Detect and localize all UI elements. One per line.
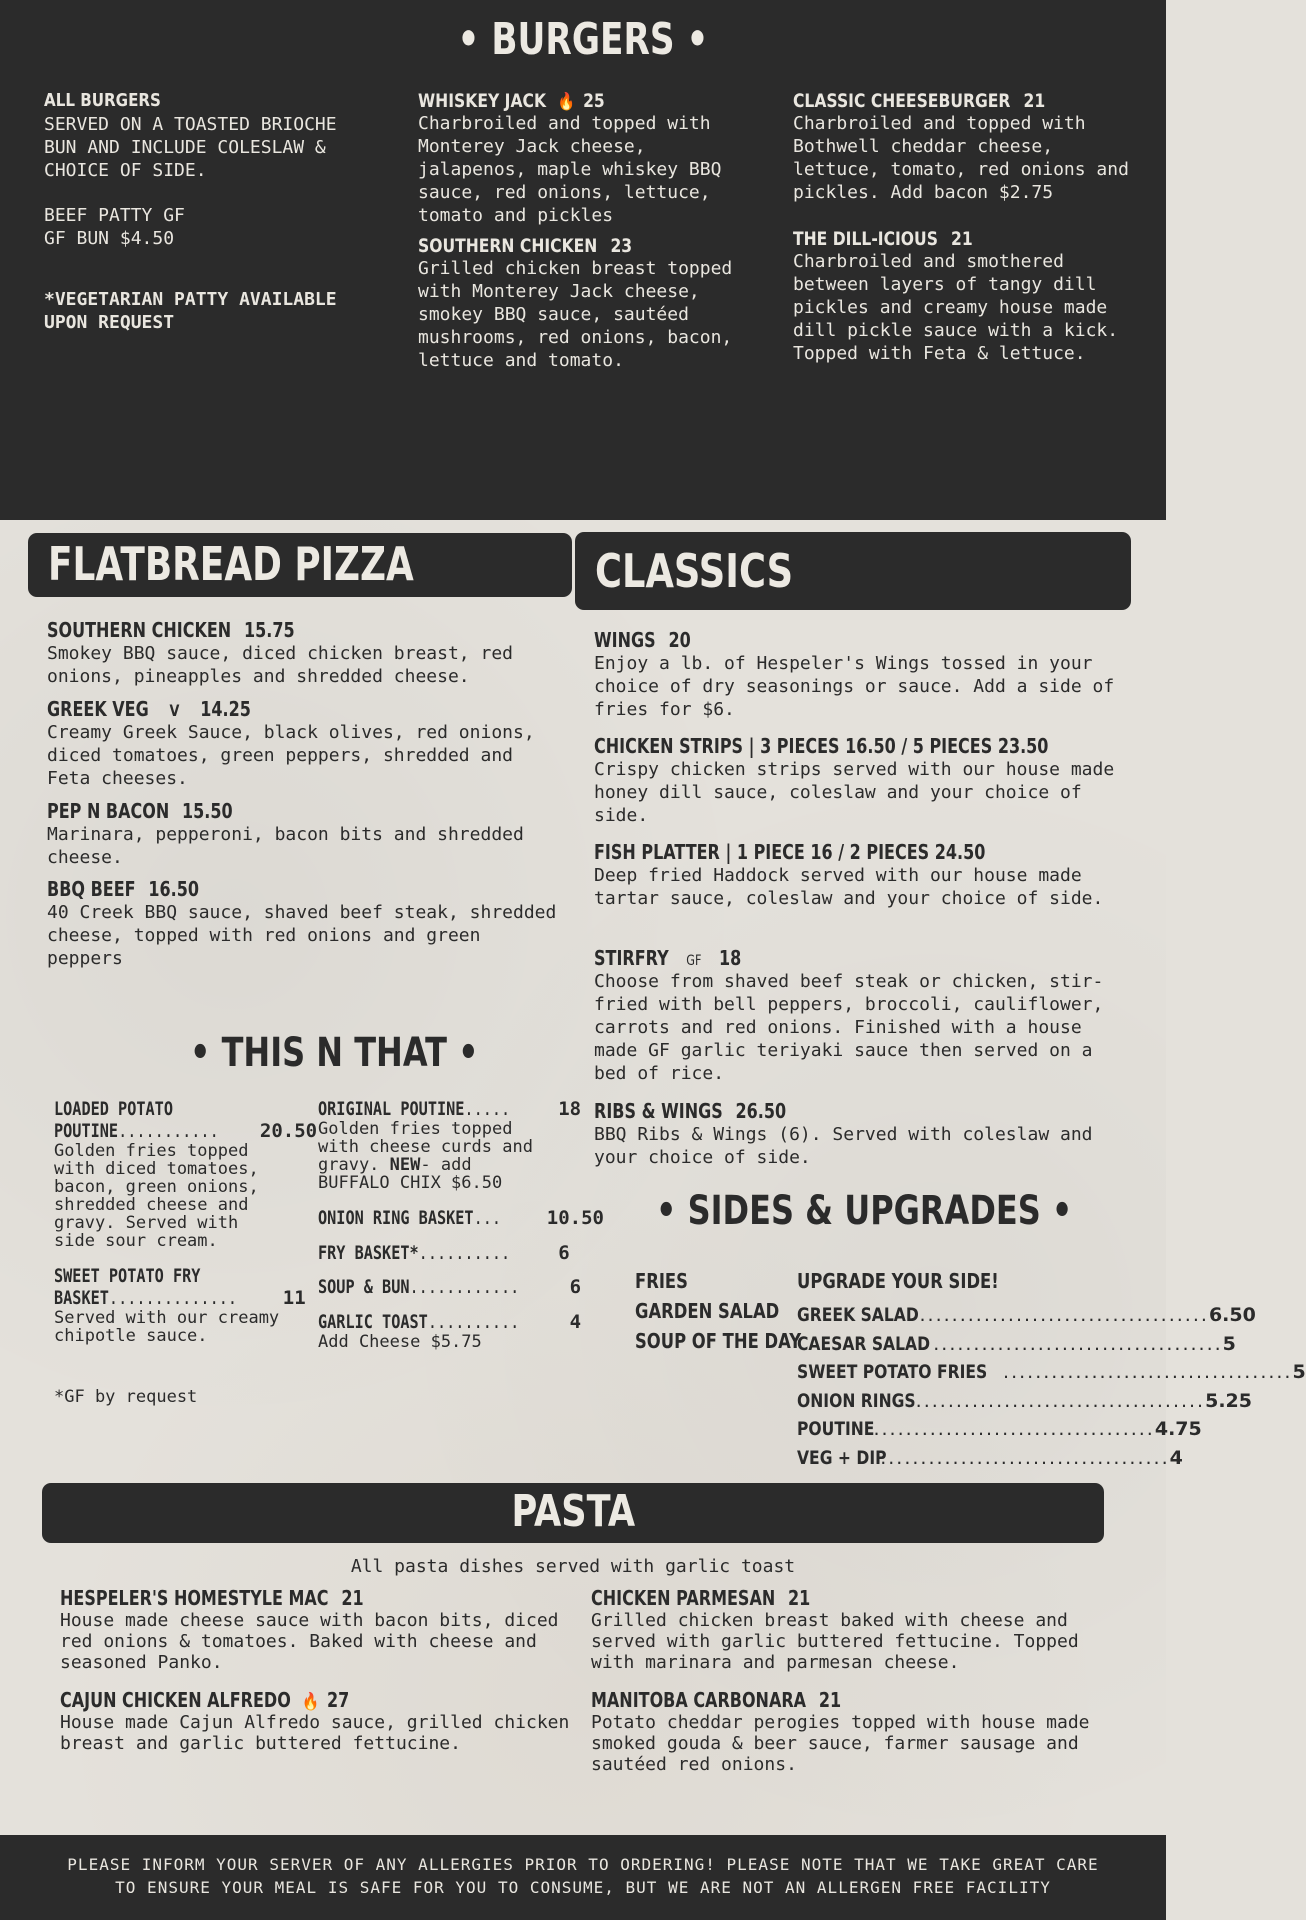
burgers-section bbox=[0, 0, 1166, 522]
tnt-price: 10.50 bbox=[546, 1207, 604, 1229]
upgrade-row: ONION RINGS .................................... 5.25 bbox=[797, 1390, 1252, 1412]
burgers-info-heading: ALL BURGERS bbox=[44, 90, 161, 111]
classics-name: STIRFRY GF 18 bbox=[594, 946, 742, 970]
classics-desc: Enjoy a lb. of Hespeler's Wings tossed in your choice of dry seasonings or sauce. Add a side of fries for $6. bbox=[594, 653, 1115, 720]
burger-item bbox=[793, 90, 1133, 204]
burger-item bbox=[418, 235, 748, 372]
flame-icon: 🔥 bbox=[557, 92, 575, 112]
burger-price: 21 bbox=[951, 228, 973, 250]
burger-name: CLASSIC CHEESEBURGER 21 bbox=[793, 90, 1046, 112]
flame-icon: 🔥 bbox=[302, 1692, 319, 1712]
pasta-banner bbox=[42, 1483, 1104, 1543]
classics-name: FISH PLATTER | 1 PIECE 16 / 2 PIECES 24.50 bbox=[594, 840, 986, 864]
pasta-item bbox=[591, 1688, 1111, 1775]
tnt-name: POUTINE........... bbox=[54, 1120, 219, 1142]
pasta-item bbox=[60, 1586, 570, 1673]
flatbread-item bbox=[47, 697, 557, 790]
flatbread-item bbox=[47, 877, 557, 970]
flatbread-banner bbox=[28, 533, 572, 597]
burger-desc: Charbroiled and smothered between layers of tangy dill pickles and creamy house made dill pickle sauce with a kick. Topped with Feta & lettuce. bbox=[793, 251, 1119, 364]
gf-tag: GF bbox=[686, 953, 702, 969]
tnt-name: LOADED POTATO bbox=[54, 1098, 173, 1120]
tnt-desc: Served with our creamy chipotle sauce. bbox=[54, 1308, 280, 1346]
pasta-name: CHICKEN PARMESAN 21 bbox=[591, 1586, 811, 1610]
tnt-item bbox=[318, 1098, 582, 1193]
classics-name: RIBS & WINGS 26.50 bbox=[594, 1099, 787, 1123]
upgrade-row: CAESAR SALAD .................................... 5 bbox=[797, 1333, 1236, 1355]
burgers-info-text: SERVED ON A TOASTED BRIOCHE BUN AND INCLUDE COLESLAW & CHOICE OF SIDE. bbox=[44, 114, 337, 181]
tnt-price: 6 bbox=[569, 1276, 582, 1298]
classics-item bbox=[594, 946, 1129, 1085]
tnt-row: FRY BASKET*.......... 6 bbox=[318, 1242, 570, 1264]
pasta-item bbox=[60, 1688, 570, 1754]
flatbread-name: SOUTHERN CHICKEN 15.75 bbox=[47, 618, 295, 642]
allergy-footer bbox=[0, 1835, 1166, 1920]
upgrade-row: POUTINE .................................... 4.75 bbox=[797, 1418, 1202, 1440]
classics-desc: Deep fried Haddock served with our house made tartar sauce, coleslaw and your choice of side. bbox=[594, 865, 1104, 909]
tnt-item bbox=[54, 1265, 306, 1346]
classics-title: CLASSICS bbox=[595, 544, 794, 598]
tnt-row: SOUP & BUN............ 6 bbox=[318, 1276, 582, 1298]
pasta-desc: Potato cheddar perogies topped with house made smoked gouda & beer sauce, farmer sausage and sautéed red onions. bbox=[591, 1712, 1090, 1775]
flatbread-name: PEP N BACON 15.50 bbox=[47, 799, 233, 823]
burger-name: WHISKEY JACK 🔥 25 bbox=[418, 90, 605, 112]
classics-item bbox=[594, 1099, 1129, 1169]
pasta-subtitle: All pasta dishes served with garlic toast bbox=[350, 1556, 796, 1577]
veg-tag: V bbox=[169, 701, 180, 720]
burger-price: 21 bbox=[1023, 90, 1046, 112]
burger-price: 25 bbox=[583, 90, 605, 112]
burgers-info bbox=[44, 90, 374, 334]
upgrade-row: GREEK SALAD .................................... 6.50 bbox=[797, 1304, 1256, 1326]
new-badge: NEW bbox=[389, 1155, 421, 1175]
flatbread-item bbox=[47, 618, 557, 688]
burger-item bbox=[793, 228, 1133, 365]
burgers-col-middle bbox=[418, 90, 748, 384]
flatbread-desc: Creamy Greek Sauce, black olives, red onions, diced tomatoes, green peppers, shredded and Feta cheeses. bbox=[47, 722, 535, 789]
classics-name: WINGS 20 bbox=[594, 628, 691, 652]
flatbread-item bbox=[47, 799, 557, 869]
tnt-name: ORIGINAL POUTINE..... bbox=[318, 1098, 511, 1120]
burgers-gf-bun: GF BUN $4.50 bbox=[44, 228, 175, 249]
tnt-price: 4 bbox=[569, 1311, 582, 1333]
tnt-price: 11 bbox=[282, 1287, 306, 1309]
burgers-col-right bbox=[793, 90, 1133, 377]
tnt-price: 6 bbox=[558, 1242, 570, 1264]
side-item: GARDEN SALAD bbox=[635, 1299, 780, 1323]
tnt-row: GARLIC TOAST.......... 4 Add Cheese $5.75 bbox=[318, 1311, 582, 1352]
pasta-name: CAJUN CHICKEN ALFREDO 🔥 27 bbox=[60, 1688, 350, 1712]
tnt-desc: Golden fries topped with cheese curds and gravy. NEW- add BUFFALO CHIX $6.50 bbox=[318, 1119, 533, 1193]
upgrade-title-wrap bbox=[797, 1266, 1043, 1296]
burger-item bbox=[418, 90, 748, 227]
pasta-title: PASTA bbox=[511, 1486, 635, 1537]
classics-item bbox=[594, 628, 1129, 721]
pasta-name: MANITOBA CARBONARA 21 bbox=[591, 1688, 842, 1712]
tnt-price: 18 bbox=[558, 1098, 582, 1120]
flatbread-desc: Marinara, pepperoni, bacon bits and shredded cheese. bbox=[47, 824, 524, 868]
burgers-title: • BURGERS • bbox=[457, 14, 709, 65]
flatbread-title: FLATBREAD PIZZA bbox=[48, 537, 414, 591]
classics-item bbox=[594, 840, 1129, 910]
burger-desc: Charbroiled and topped with Bothwell cheddar cheese, lettuce, tomato, red onions and pickles. Add bacon $2.75 bbox=[793, 113, 1129, 203]
burger-name: THE DILL-ICIOUS 21 bbox=[793, 228, 973, 250]
flatbread-desc: Smokey BBQ sauce, diced chicken breast, red onions, pineapples and shredded cheese. bbox=[47, 643, 513, 687]
pasta-desc: Grilled chicken breast baked with cheese and served with garlic buttered fettucine. Topped with marinara and parmesan cheese. bbox=[591, 1610, 1079, 1673]
tnt-name: SWEET POTATO FRY bbox=[54, 1265, 201, 1287]
burger-price: 23 bbox=[610, 235, 633, 257]
burgers-veg-note: *VEGETARIAN PATTY AVAILABLE UPON REQUEST bbox=[44, 289, 337, 333]
side-item: SOUP OF THE DAY bbox=[635, 1329, 802, 1353]
classics-name: CHICKEN STRIPS | 3 PIECES 16.50 / 5 PIECES 23.50 bbox=[594, 734, 1049, 758]
gf-note: *GF by request bbox=[54, 1387, 198, 1407]
pasta-name: HESPELER'S HOMESTYLE MAC 21 bbox=[60, 1586, 364, 1610]
tnt-desc: Golden fries topped with diced tomatoes, bacon, green onions, shredded cheese and gravy. Served with side sour cream. bbox=[54, 1141, 259, 1251]
flatbread-name: GREEK VEG V 14.25 bbox=[47, 697, 251, 721]
classics-desc: Crispy chicken strips served with our house made honey dill sauce, coleslaw and your choice of side. bbox=[594, 759, 1115, 826]
pasta-desc: House made cheese sauce with bacon bits, diced red onions & tomatoes. Baked with cheese and seasoned Panko. bbox=[60, 1610, 559, 1673]
side-item: FRIES bbox=[635, 1269, 688, 1293]
tnt-price: 20.50 bbox=[259, 1120, 318, 1142]
classics-desc: Choose from shaved beef steak or chicken, stir-fried with bell peppers, broccoli, cauliflower, carrots and red onions. Finished with a house made GF garlic teriyaki sauce then served on a bed of rice. bbox=[594, 971, 1104, 1084]
burger-name: SOUTHERN CHICKEN 23 bbox=[418, 235, 633, 257]
upgrade-row: VEG + DIP .................................... 4 bbox=[797, 1447, 1183, 1469]
upgrade-title: UPGRADE YOUR SIDE! bbox=[797, 1269, 999, 1293]
classics-banner bbox=[575, 532, 1131, 610]
burger-desc: Charbroiled and topped with Monterey Jack cheese, jalapenos, maple whiskey BBQ sauce, red onions, lettuce, tomato and pickles bbox=[418, 113, 722, 226]
sides-title: • SIDES & UPGRADES • bbox=[656, 1188, 1073, 1234]
pasta-item bbox=[591, 1586, 1111, 1673]
upgrade-row: SWEET POTATO FRIES .................................... 5 bbox=[797, 1361, 1306, 1383]
flatbread-name: BBQ BEEF 16.50 bbox=[47, 877, 199, 901]
this-n-that-title: • THIS N THAT • bbox=[190, 1030, 479, 1076]
tnt-row: ONION RING BASKET... 10.50 bbox=[318, 1207, 604, 1229]
classics-item bbox=[594, 734, 1129, 827]
allergy-notice: PLEASE INFORM YOUR SERVER OF ANY ALLERGIES PRIOR TO ORDERING! PLEASE NOTE THAT WE TAKE GREAT CARE TO ENSURE YOUR MEAL IS SAFE FOR YOU TO CONSUME, BUT WE ARE NOT AN ALLERGEN FREE FACILITY bbox=[67, 1855, 1099, 1897]
classics-desc: BBQ Ribs & Wings (6). Served with coleslaw and your choice of side. bbox=[594, 1124, 1093, 1168]
burger-desc: Grilled chicken breast topped with Monterey Jack cheese, smokey BBQ sauce, sautéed mushrooms, red onions, bacon, lettuce and tomato. bbox=[418, 258, 733, 371]
tnt-name: BASKET.............. bbox=[54, 1287, 238, 1309]
tnt-desc: Add Cheese $5.75 bbox=[318, 1332, 482, 1352]
flatbread-desc: 40 Creek BBQ sauce, shaved beef steak, shredded cheese, topped with red onions and green peppers bbox=[47, 902, 557, 969]
tnt-item bbox=[54, 1098, 318, 1251]
pasta-desc: House made Cajun Alfredo sauce, grilled chicken breast and garlic buttered fettucine. bbox=[60, 1712, 570, 1754]
burgers-gf-patty: BEEF PATTY GF bbox=[44, 205, 185, 226]
